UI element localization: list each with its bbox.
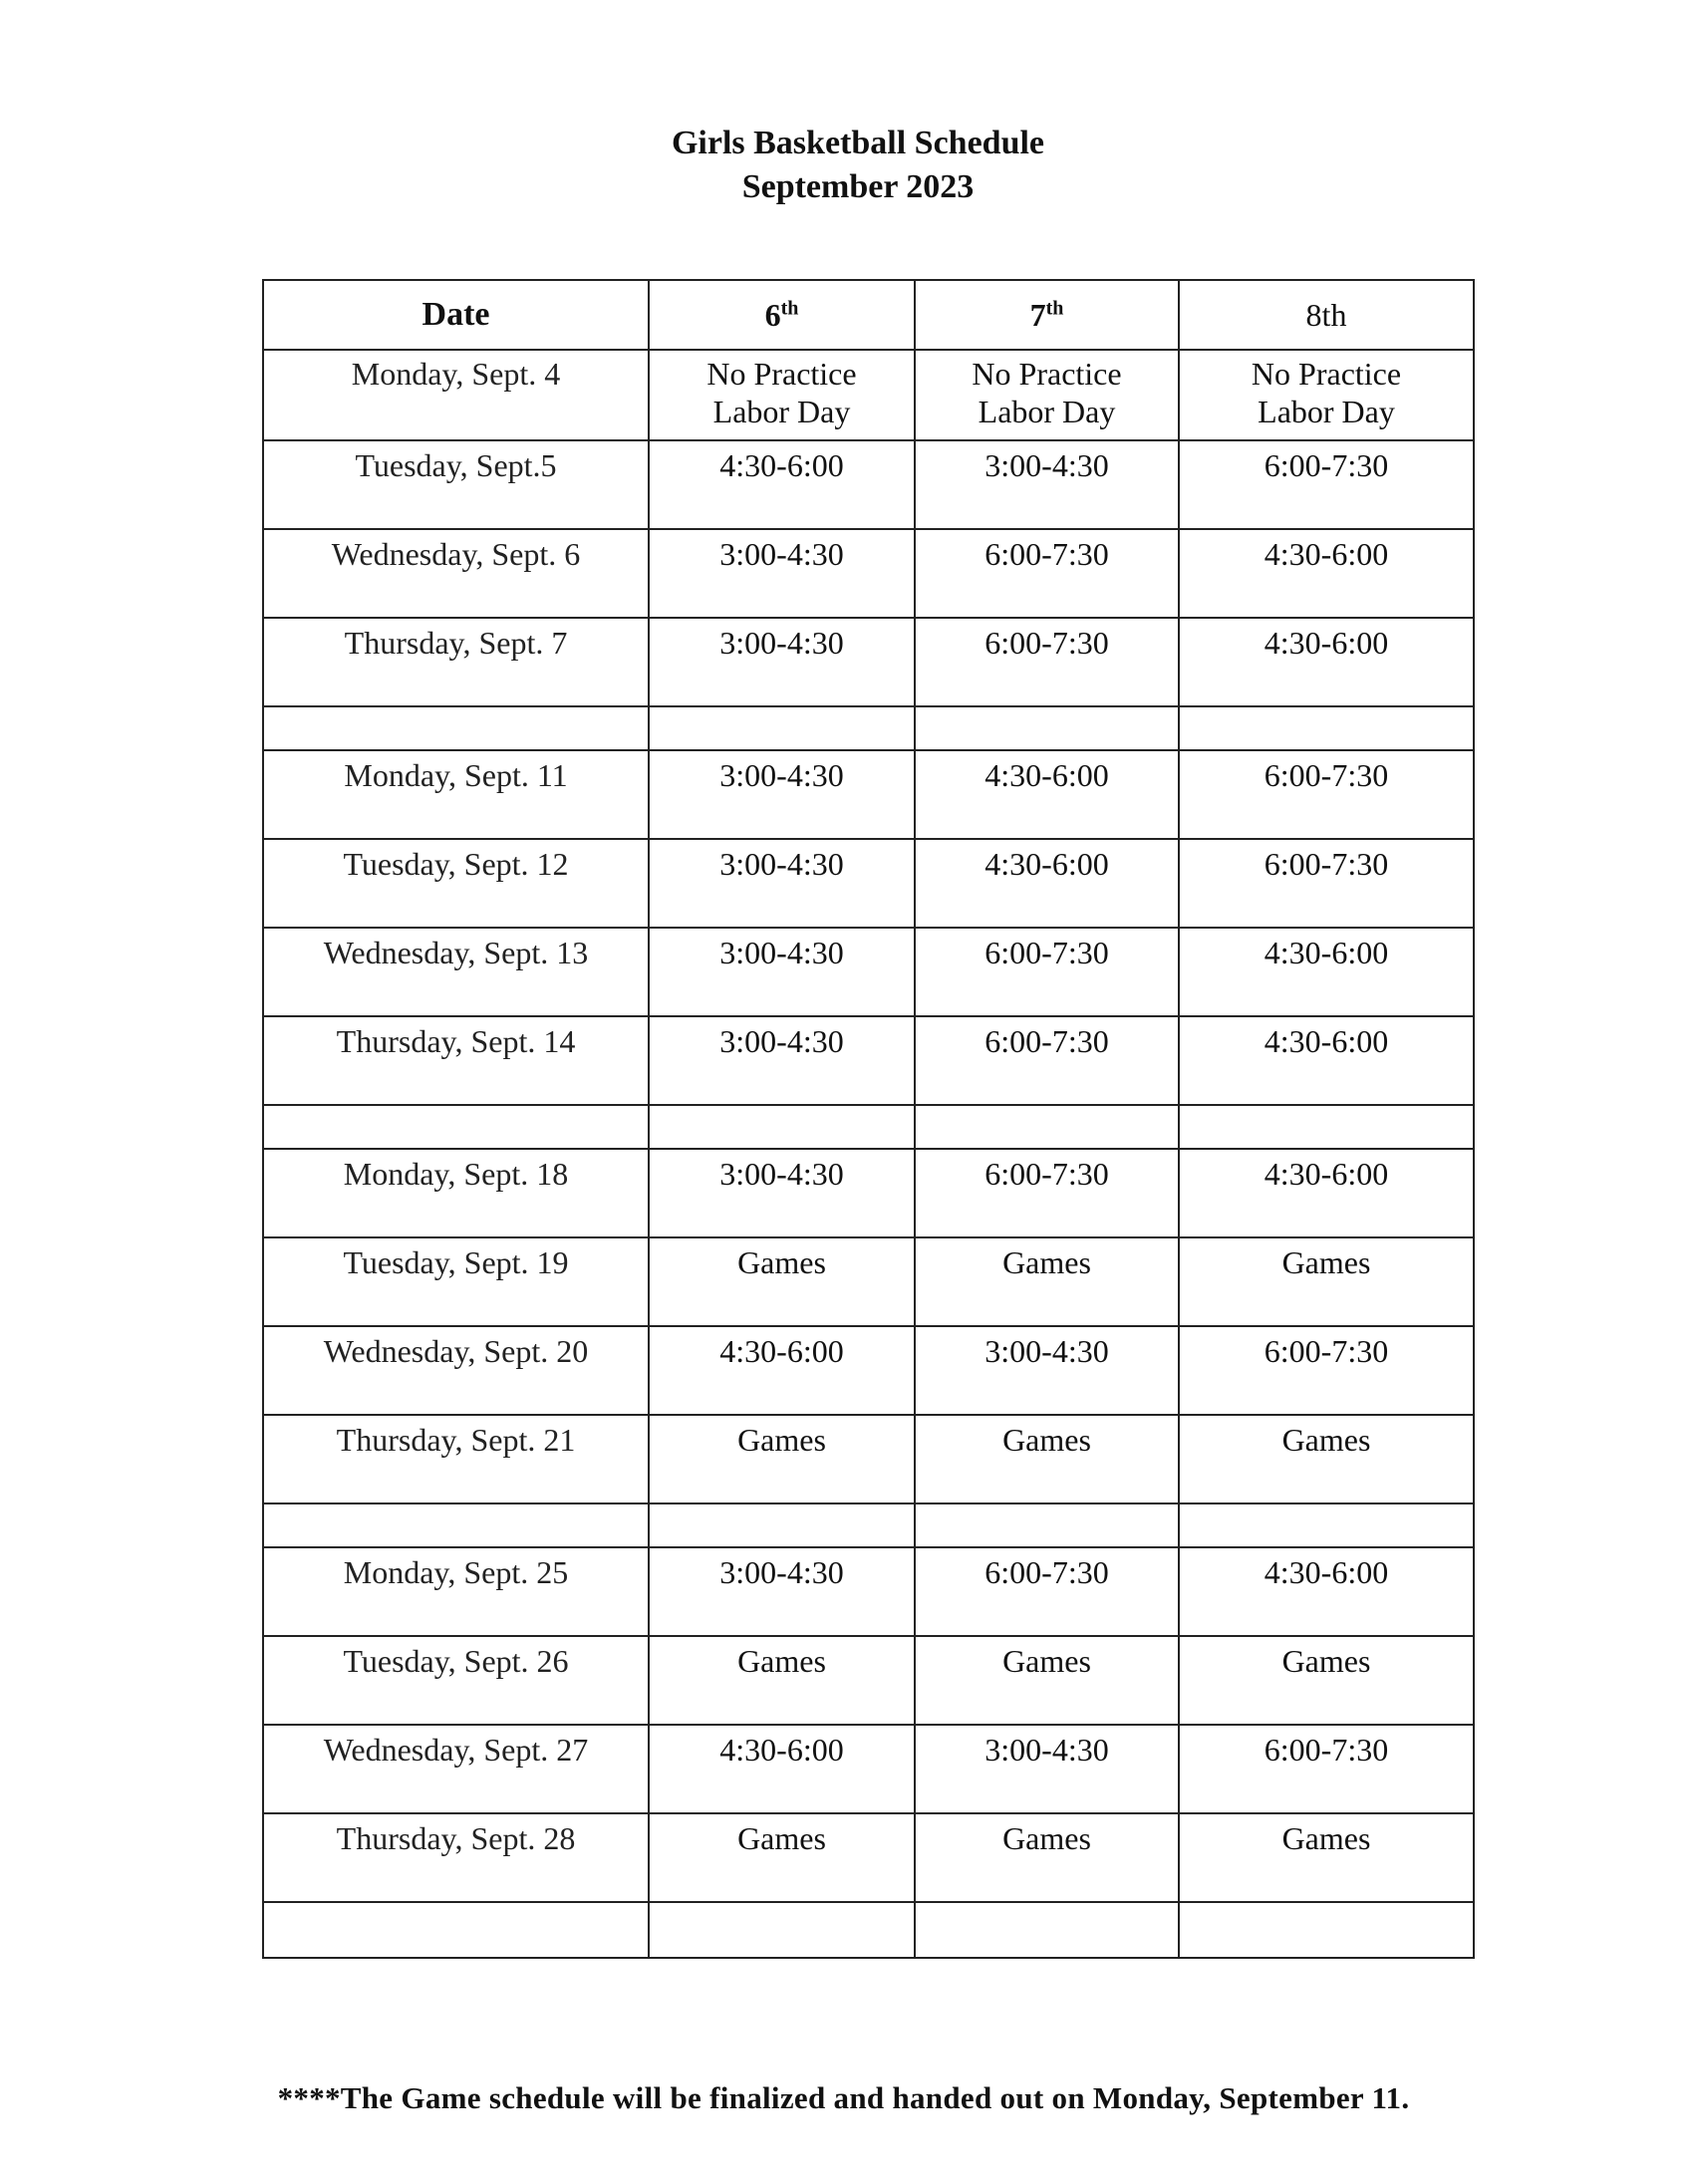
practice-time-grade-7: Games [915, 1237, 1179, 1326]
practice-time-grade-6: 3:00-4:30 [649, 750, 915, 839]
table-row [263, 1237, 1474, 1326]
practice-time-grade-7: 6:00-7:30 [915, 529, 1179, 618]
practice-time-grade-6: 3:00-4:30 [649, 839, 915, 928]
table-row [263, 839, 1474, 928]
practice-time-grade-8: 6:00-7:30 [1179, 839, 1474, 928]
practice-time-grade-6: 3:00-4:30 [649, 529, 915, 618]
practice-time-grade-8: Games [1179, 1636, 1474, 1725]
table-row [263, 750, 1474, 839]
date-cell: Thursday, Sept. 28 [263, 1813, 649, 1902]
date-cell: Thursday, Sept. 14 [263, 1016, 649, 1105]
practice-time-grade-6: Games [649, 1636, 915, 1725]
date-cell: Monday, Sept. 18 [263, 1149, 649, 1237]
grade-6-number: 6 [764, 297, 781, 333]
empty-cell [649, 1503, 915, 1547]
practice-time-grade-7: Games [915, 1636, 1179, 1725]
table-row [263, 1415, 1474, 1503]
practice-time-grade-7: Games [915, 1813, 1179, 1902]
date-cell: Thursday, Sept. 21 [263, 1415, 649, 1503]
practice-time-grade-7: No Practice Labor Day [915, 350, 1179, 440]
grade-7-number: 7 [1029, 297, 1046, 333]
date-column-header: Date [263, 280, 649, 350]
practice-time-grade-8: 6:00-7:30 [1179, 1725, 1474, 1813]
practice-time-grade-6: Games [649, 1237, 915, 1326]
practice-time-grade-8: Games [1179, 1813, 1474, 1902]
footer-note: ****The Game schedule will be finalized and handed out on Monday, September 11. [277, 2080, 1410, 2115]
empty-cell [1179, 1503, 1474, 1547]
practice-time-grade-7: 3:00-4:30 [915, 440, 1179, 529]
grade-6-suffix: th [780, 297, 799, 320]
practice-time-grade-6: Games [649, 1813, 915, 1902]
table-row [263, 350, 1474, 440]
practice-time-grade-6: 3:00-4:30 [649, 618, 915, 706]
date-cell: Tuesday, Sept.5 [263, 440, 649, 529]
table-row [263, 1016, 1474, 1105]
practice-time-grade-8: 4:30-6:00 [1179, 529, 1474, 618]
table-row [263, 1547, 1474, 1636]
table-row [263, 1149, 1474, 1237]
empty-cell [649, 1105, 915, 1149]
date-cell: Monday, Sept. 4 [263, 350, 649, 440]
practice-time-grade-8: 4:30-6:00 [1179, 1547, 1474, 1636]
page-title: Girls Basketball Schedule [671, 125, 1045, 161]
practice-time-grade-6: No Practice Labor Day [649, 350, 915, 440]
practice-time-grade-8: 6:00-7:30 [1179, 440, 1474, 529]
table-row [263, 618, 1474, 706]
practice-time-grade-7: 3:00-4:30 [915, 1725, 1179, 1813]
empty-cell [1179, 1902, 1474, 1958]
practice-time-grade-6: 4:30-6:00 [649, 1326, 915, 1415]
date-cell: Tuesday, Sept. 12 [263, 839, 649, 928]
empty-cell [915, 1105, 1179, 1149]
empty-cell [915, 706, 1179, 750]
date-cell: Wednesday, Sept. 13 [263, 928, 649, 1016]
practice-time-grade-6: 3:00-4:30 [649, 1547, 915, 1636]
table-row [263, 1813, 1474, 1902]
practice-time-grade-6: 3:00-4:30 [649, 1149, 915, 1237]
table-row [263, 529, 1474, 618]
practice-time-grade-6: 4:30-6:00 [649, 1725, 915, 1813]
date-cell: Wednesday, Sept. 20 [263, 1326, 649, 1415]
practice-time-grade-7: 4:30-6:00 [915, 839, 1179, 928]
table-row [263, 440, 1474, 529]
empty-cell [263, 1503, 649, 1547]
week-separator-row [263, 1503, 1474, 1547]
empty-cell [649, 706, 915, 750]
practice-time-grade-6: 3:00-4:30 [649, 1016, 915, 1105]
practice-time-grade-7: 6:00-7:30 [915, 618, 1179, 706]
practice-time-grade-8: 4:30-6:00 [1179, 618, 1474, 706]
practice-time-grade-7: 6:00-7:30 [915, 1149, 1179, 1237]
practice-time-grade-8: Games [1179, 1415, 1474, 1503]
date-cell: Tuesday, Sept. 19 [263, 1237, 649, 1326]
empty-cell [1179, 1105, 1474, 1149]
practice-time-grade-7: 6:00-7:30 [915, 928, 1179, 1016]
date-cell: Monday, Sept. 25 [263, 1547, 649, 1636]
practice-time-grade-7: Games [915, 1415, 1179, 1503]
table-row [263, 1326, 1474, 1415]
practice-time-grade-8: 6:00-7:30 [1179, 750, 1474, 839]
date-cell: Thursday, Sept. 7 [263, 618, 649, 706]
empty-cell [1179, 706, 1474, 750]
practice-time-grade-8: No Practice Labor Day [1179, 350, 1474, 440]
grade-7-column-header [915, 280, 1179, 350]
practice-time-grade-7: 6:00-7:30 [915, 1016, 1179, 1105]
week-separator-row [263, 1105, 1474, 1149]
practice-time-grade-7: 6:00-7:30 [915, 1547, 1179, 1636]
practice-time-grade-6: 4:30-6:00 [649, 440, 915, 529]
date-cell: Tuesday, Sept. 26 [263, 1636, 649, 1725]
practice-time-grade-8: 4:30-6:00 [1179, 1149, 1474, 1237]
practice-time-grade-7: 3:00-4:30 [915, 1326, 1179, 1415]
table-row [263, 928, 1474, 1016]
empty-cell [649, 1902, 915, 1958]
grade-7-suffix: th [1045, 297, 1064, 320]
empty-cell [915, 1902, 1179, 1958]
practice-time-grade-8: 6:00-7:30 [1179, 1326, 1474, 1415]
grade-6-column-header [649, 280, 915, 350]
grade-8-column-header: 8th [1179, 280, 1474, 350]
schedule-body [263, 350, 1474, 1958]
empty-cell [263, 1105, 649, 1149]
practice-time-grade-8: Games [1179, 1237, 1474, 1326]
table-row [263, 1636, 1474, 1725]
header-row [263, 280, 1474, 350]
page-subtitle: September 2023 [741, 168, 975, 205]
date-cell: Wednesday, Sept. 6 [263, 529, 649, 618]
schedule-table [262, 279, 1475, 1959]
practice-time-grade-8: 4:30-6:00 [1179, 1016, 1474, 1105]
practice-time-grade-7: 4:30-6:00 [915, 750, 1179, 839]
week-separator-row [263, 706, 1474, 750]
empty-cell [263, 706, 649, 750]
practice-time-grade-6: Games [649, 1415, 915, 1503]
practice-time-grade-8: 4:30-6:00 [1179, 928, 1474, 1016]
date-cell: Monday, Sept. 11 [263, 750, 649, 839]
empty-cell [263, 1902, 649, 1958]
empty-cell [915, 1503, 1179, 1547]
blank-row [263, 1902, 1474, 1958]
practice-time-grade-6: 3:00-4:30 [649, 928, 915, 1016]
date-cell: Wednesday, Sept. 27 [263, 1725, 649, 1813]
table-row [263, 1725, 1474, 1813]
